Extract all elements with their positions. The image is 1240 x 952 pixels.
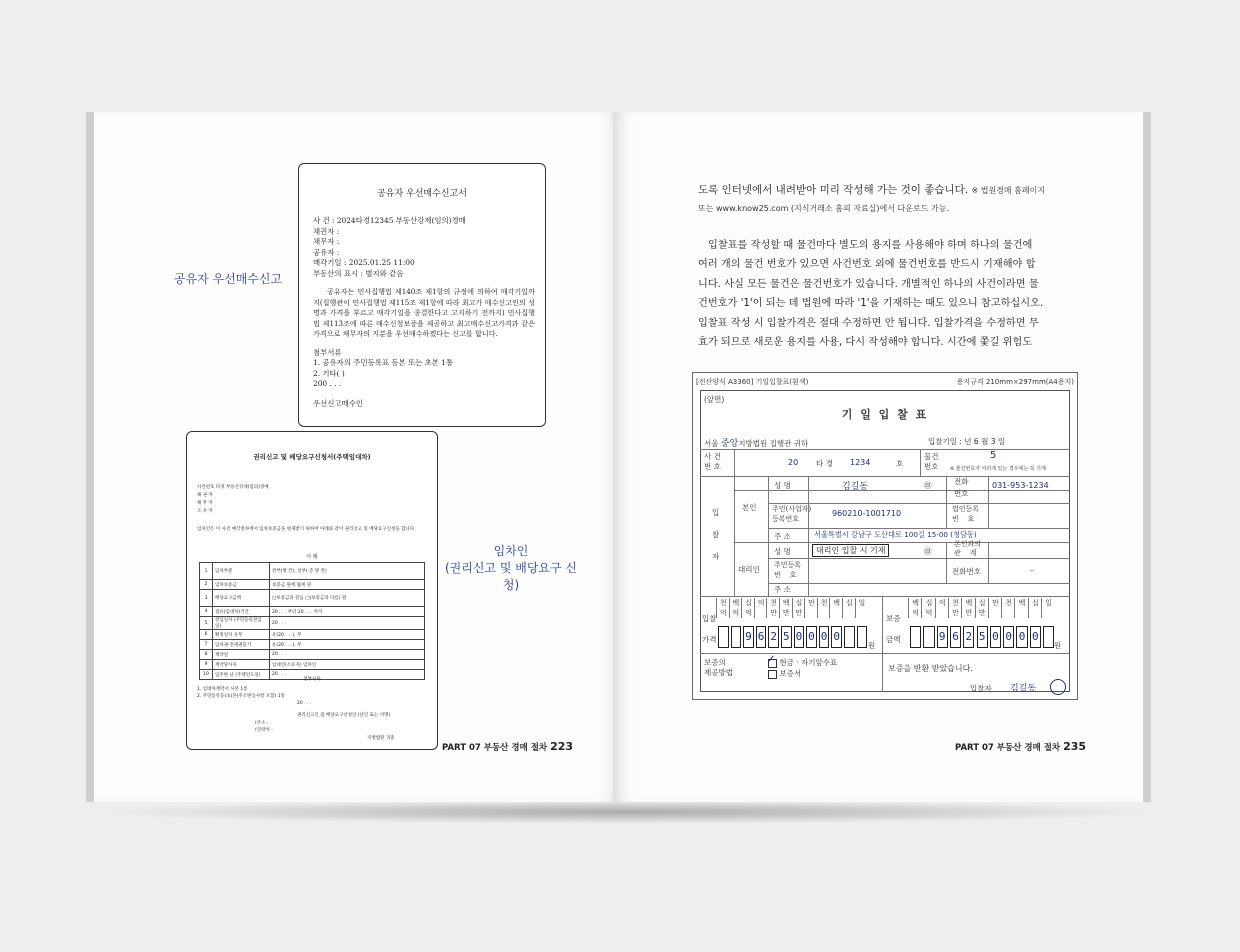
agent-name-label: 성 명	[774, 547, 791, 556]
unit-header: 십	[842, 598, 856, 618]
tenant-attach-line: 2. 주민등록등(초)본(주소변동사항 포함) 1통	[197, 694, 286, 699]
unit-header: 일	[1041, 598, 1055, 618]
cash-checkbox[interactable]	[767, 653, 777, 668]
tenant-meta-line: 채 무 자	[197, 501, 213, 506]
bid-paper-size: 용지규격 210mm×297mm(A4용지)	[956, 378, 1074, 386]
table-cell: 2	[200, 580, 213, 590]
right-footer-page-number: 235	[1063, 740, 1087, 753]
unit-header: 십	[1028, 598, 1042, 618]
table-cell: 계약당사자	[213, 660, 270, 670]
item-number: 5	[990, 450, 997, 461]
paragraph-line: 여러 개의 물건 번호가 있으면 사건번호 외에 물건번호를 반드시 기재해야 합	[698, 259, 1036, 271]
table-cell: 임차권·전세권등기	[213, 640, 270, 650]
table-cell: 20 . . .	[270, 650, 425, 660]
digit-cell[interactable]: 5	[977, 626, 988, 648]
tenant-court: 지방법원 귀중	[367, 736, 395, 741]
agent-phone-value: –	[1030, 566, 1034, 575]
tenant-table	[199, 562, 425, 680]
debtor-line: 채무자 :	[313, 237, 340, 246]
digit-cell[interactable]	[844, 626, 855, 648]
unit-header: 억	[754, 598, 768, 618]
digit-cell[interactable]	[1043, 626, 1054, 648]
paragraph-line: 입찰표를 작성할 때 물건마다 별도의 용지를 사용해야 하며 하나의 물건에	[708, 240, 1033, 251]
bid-form-title: 기 일 입 찰 표	[841, 408, 929, 421]
digit-cell[interactable]: 0	[1030, 626, 1041, 648]
digit-cell[interactable]: 2	[963, 626, 974, 648]
tenant-sign: 권리신고인 겸 배당요구신청인 (날인 또는 서명)	[297, 713, 391, 718]
table-cell: 5	[200, 617, 213, 630]
bidder-stamp-icon	[1050, 679, 1066, 695]
unit-header: 백	[829, 598, 843, 618]
bid-form	[692, 372, 1078, 700]
court-suffix: 지방법원 집행관 귀하	[738, 439, 809, 448]
phone-value: 031-953-1234	[992, 481, 1049, 490]
agent-id-label: 주민등록 번 호	[774, 561, 802, 579]
bid-form-code: [전산양식 A3360] 기일입찰표(흰색)	[696, 378, 809, 386]
table-row	[200, 607, 425, 617]
right-top-line	[698, 182, 1045, 197]
principal-label: 본인	[742, 503, 757, 512]
bid-date-value: 년 6 월 3 일	[964, 437, 1006, 446]
table-row	[200, 640, 425, 650]
tenant-date: 20 . . .	[297, 701, 312, 706]
case-label: 사 건 번 호	[704, 452, 721, 471]
digit-cell[interactable]: 0	[806, 626, 817, 648]
unit-header: 천	[1001, 598, 1015, 618]
right-second-line: 또는 www.know25.com (지식거래소 홈피 자료실)에서 다운로드 가능.	[698, 204, 949, 213]
table-cell: 유(20 . . .), 무	[270, 640, 425, 650]
case-line: 사 건 : 2024타경12345 부동산강제(임의)경매	[313, 216, 466, 225]
tenant-meta-line: 사건번호 타경 부동산강제(임의)경매	[197, 485, 269, 490]
provide-label: 보증의 제공방법	[704, 658, 733, 677]
id-label: 주민(사업자) 등록번호	[772, 505, 812, 523]
addr-value: 서울특별시 강남구 도산대로 100길 15-00 (청담동)	[814, 530, 977, 539]
table-row	[200, 650, 425, 660]
tenant-attach-list	[197, 686, 285, 700]
digit-cell[interactable]: 0	[794, 626, 805, 648]
digit-cell[interactable]: 0	[819, 626, 830, 648]
left-footer-page-number: 223	[550, 740, 574, 753]
relation-label: 본인과의 관 계	[954, 540, 982, 557]
case-year: 20	[788, 458, 799, 467]
table-cell: 10	[200, 670, 213, 680]
table-cell: 1	[200, 563, 213, 580]
tenant-form-title: 권리신고 및 배당요구신청서(주택임대차)	[253, 453, 371, 461]
co-owner-line: 공유자 :	[313, 247, 340, 257]
bond-option-label: 보증서	[779, 669, 802, 678]
paragraph-line: 입찰표 작성 시 입찰가격은 절대 수정하면 안 됩니다. 입찰가격을 수정하면 무	[698, 317, 1039, 329]
digit-cell[interactable]: 0	[990, 626, 1001, 648]
name-label: 성 명	[774, 481, 791, 490]
digit-cell[interactable]	[923, 626, 934, 648]
caption-tenant	[440, 543, 582, 594]
addr-label: 주 소	[774, 532, 791, 541]
tenant-meta	[197, 484, 269, 516]
unit-header: 억	[935, 598, 949, 618]
tenant-meta-line: 채 권 자	[197, 493, 213, 498]
bidder-label: 입 찰 자	[712, 508, 720, 561]
right-top-main: 도록 인터넷에서 내려받아 미리 작성해 가는 것이 좋습니다.	[698, 184, 969, 196]
unit-header: 백	[1014, 598, 1028, 618]
unit-header: 십억	[741, 598, 755, 618]
tenant-addr: (주소 :	[255, 721, 269, 726]
paragraph-line: 니다. 사실 모든 물건은 물건번호가 있습니다. 개별적인 하나의 사건이라면 물	[698, 278, 1039, 290]
tenant-contact: (연락처 :	[255, 728, 273, 733]
bond-option	[768, 668, 801, 679]
table-row	[200, 590, 425, 607]
digit-cell[interactable]	[731, 626, 742, 648]
caption-tenant-line1: 임차인	[493, 544, 529, 558]
unit-header: 만	[988, 598, 1002, 618]
right-footer	[955, 740, 1086, 753]
deposit-label: 보증 금액	[886, 614, 901, 644]
table-cell: 전부(방 칸), 일부( 층 방 칸)	[270, 563, 425, 580]
name-seal: ㊞	[924, 481, 932, 490]
unit-header: 천만	[948, 598, 962, 618]
deposit-won: 원	[1054, 641, 1062, 650]
price-won: 원	[868, 641, 876, 650]
bid-date-label: 입찰기일 :	[928, 437, 962, 446]
table-row	[200, 660, 425, 670]
attachments-title: 첨부서류	[313, 347, 342, 357]
agent-addr-label: 주 소	[774, 585, 791, 594]
right-paragraph	[698, 236, 1068, 352]
year-line: 200 . . .	[313, 379, 342, 389]
caption-tenant-line2: (권리신고 및 배당요구 신청)	[444, 561, 578, 592]
bidder-sign-label: 입찰자	[970, 684, 992, 693]
table-cell: 20 . . .	[270, 670, 425, 680]
digit-cell[interactable]: 0	[831, 626, 842, 648]
digit-cell[interactable]: 9	[937, 626, 948, 648]
price-label: 입찰 가격	[702, 614, 717, 644]
agent-name-value: 대리인 입찰 시 기재	[812, 544, 889, 557]
table-cell: 배당요구금액	[213, 590, 270, 607]
digit-cell[interactable]: 6	[756, 626, 767, 648]
unit-header: 천	[817, 598, 831, 618]
tenant-table-title: 아 래	[306, 554, 318, 560]
creditor-line: 채권자 :	[313, 226, 340, 236]
table-row	[200, 617, 425, 630]
left-footer-part: PART 07 부동산 경매 절차	[442, 743, 548, 753]
left-footer	[442, 740, 573, 753]
case-suffix: 호	[896, 459, 904, 468]
agent-label: 대리인	[738, 565, 760, 574]
digit-cell[interactable]	[718, 626, 729, 648]
tenant-attach-title: 첨부서류	[303, 677, 321, 682]
digit-cell[interactable]	[910, 626, 921, 648]
unit-header: 십억	[921, 598, 935, 618]
right-top-note: ※ 법원경매 홈페이지	[971, 186, 1046, 195]
digit-cell[interactable]: 2	[768, 626, 779, 648]
table-row	[200, 580, 425, 590]
bond-checkbox[interactable]	[768, 670, 777, 679]
digit-cell[interactable]	[857, 626, 868, 648]
caption-co-owner: 공유자 우선매수신고	[173, 272, 283, 286]
table-cell: 8	[200, 650, 213, 660]
table-cell: 임대인(소유자) 임차인	[270, 660, 425, 670]
table-cell: 점유(임대차)기간	[213, 607, 270, 617]
property-line: 부동산의 표시 : 별지와 같음	[313, 268, 404, 278]
table-cell: 유(20 . . .), 무	[270, 630, 425, 640]
table-row	[200, 630, 425, 640]
digit-cell[interactable]: 6	[950, 626, 961, 648]
unit-header: 천만	[766, 598, 780, 618]
bid-date-line	[928, 436, 1005, 447]
tenant-form	[186, 431, 438, 750]
agent-seal: ㊞	[924, 547, 932, 556]
cash-option-label: 현금 · 자기앞수표	[779, 658, 838, 667]
table-cell: 6	[200, 630, 213, 640]
unit-header: 천억	[716, 598, 730, 618]
right-footer-part: PART 07 부동산 경매 절차	[955, 743, 1061, 753]
table-row	[200, 563, 425, 580]
co-owner-form	[298, 163, 546, 427]
paragraph-line: 효가 되므로 새로운 용지를 사용, 다시 작성해야 합니다. 시간에 쫓길 위험도	[698, 337, 1033, 349]
table-cell: 전입일자 (주민등록전입일)	[213, 617, 270, 630]
signer-line: 우선신고매수인	[313, 398, 363, 408]
court-line	[704, 436, 808, 449]
unit-header: 백만	[779, 598, 793, 618]
paragraph-line: 건번호가 '1'이 되는 데 법원에 따라 '1'을 기재하는 때도 있으니 참고하십시오.	[698, 298, 1044, 310]
table-cell: 20 . . . 부터 20 . . . 까지	[270, 607, 425, 617]
id-value: 960210-1001710	[832, 509, 902, 518]
bid-front-label: (앞면)	[704, 395, 725, 404]
digit-cell[interactable]: 0	[1003, 626, 1014, 648]
court-prefix: 서울	[704, 439, 719, 448]
corp-label: 법인등록 번 호	[952, 505, 980, 523]
table-cell: 4	[200, 607, 213, 617]
court-name: 중앙	[720, 439, 739, 449]
case-mid: 타 경	[816, 459, 833, 468]
table-cell: 임차보증금	[213, 580, 270, 590]
table-cell: 계약일	[213, 650, 270, 660]
table-cell: 7	[200, 640, 213, 650]
digit-cell[interactable]: 9	[743, 626, 754, 648]
case-number: 1234	[850, 458, 871, 467]
table-cell: 입주한 날 (주택인도일)	[213, 670, 270, 680]
table-cell: □보증금과 같음 □(보증금과 다름) 원	[270, 590, 425, 607]
unit-header: 십만	[792, 598, 806, 618]
table-cell: 20 . . .	[270, 617, 425, 630]
co-owner-body: 공유자는 민사집행법 제140조 제1항의 규정에 의하여 매각기일까지(집행관이 민사집행법 제115조 제1항에 따라 최고가 매수신고인의 성명과 가격을 부르고 매각기일을 종결한다고 고지하기 전까지) 민사집행법 제113조에 따른 매수신청보증을 제공하고 최고매수신고가격과 같은 가격으로 채무자의 지분을 우선매수하겠다는 신고를 합니다.	[313, 287, 535, 339]
item-note: ※ 물건번호가 여러개 있는 경우에는 꼭 기재	[950, 466, 1046, 472]
digit-cell[interactable]: 5	[781, 626, 792, 648]
table-cell: 9	[200, 660, 213, 670]
agent-phone-label: 전화번호	[952, 567, 981, 576]
unit-header: 백억	[729, 598, 743, 618]
unit-header: 백만	[961, 598, 975, 618]
table-cell: 보증금 원에 월세 원	[270, 580, 425, 590]
sale-date-line: 매각기일 : 2025.01.25 11:00	[313, 258, 415, 267]
table-cell: 확정일자 유무	[213, 630, 270, 640]
unit-header: 백억	[908, 598, 922, 618]
attachment-2: 2. 기타( )	[313, 368, 345, 378]
name-value: 김길동	[842, 482, 869, 492]
table-cell: 임차부분	[213, 563, 270, 580]
checkmark-icon: ✓	[767, 653, 776, 665]
phone-label: 전화 번호	[954, 477, 969, 498]
digit-cell[interactable]: 0	[1016, 626, 1027, 648]
tenant-intro: 임차인은 이 사건 매각절차에서 임차보증금을 변제받기 위하여 아래와 같이 권리신고 및 배당요구신청을 합니다.	[197, 527, 416, 532]
table-cell: 3	[200, 590, 213, 607]
cash-option	[767, 653, 838, 668]
co-owner-form-title: 공유자 우선매수신고서	[377, 189, 467, 199]
unit-header: 만	[804, 598, 818, 618]
tenant-meta-line: 소 유 자	[197, 509, 213, 514]
unit-header: 일	[855, 598, 869, 618]
attachment-1: 1. 공유자의 주민등록표 등본 또는 초본 1통	[313, 358, 454, 368]
bidder-sign-value: 김길동	[1010, 684, 1037, 694]
unit-header: 십만	[975, 598, 989, 618]
item-label: 물건 번호	[924, 452, 939, 471]
tenant-attach-line: 1. 임대차계약서 사본 1통	[197, 687, 248, 692]
returned-text: 보증을 반환 받았습니다.	[888, 664, 973, 673]
